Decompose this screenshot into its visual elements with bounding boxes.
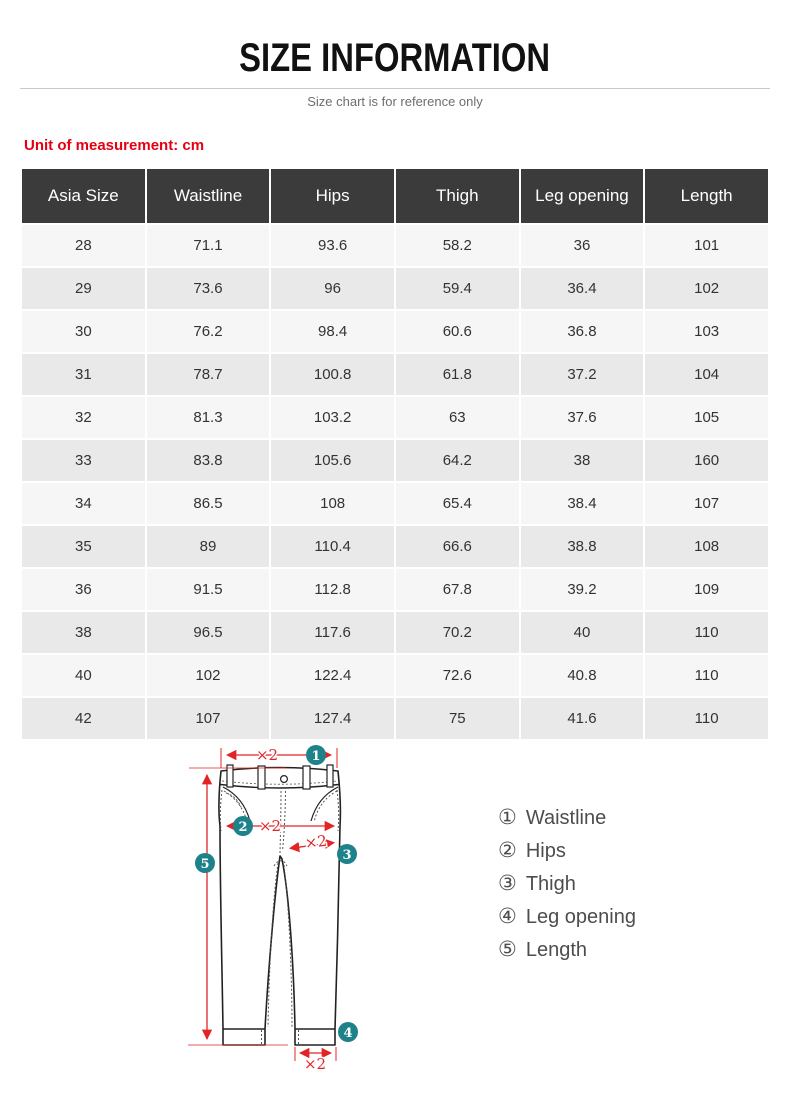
circled-number-4: ④ xyxy=(498,905,517,928)
table-cell: 33 xyxy=(22,440,145,481)
table-cell: 91.5 xyxy=(147,569,270,610)
table-cell: 110 xyxy=(645,655,768,696)
table-cell: 38 xyxy=(22,612,145,653)
circled-number-5: ⑤ xyxy=(498,938,517,961)
table-cell: 71.1 xyxy=(147,225,270,266)
marker-4-leg-opening xyxy=(338,1022,358,1042)
table-cell: 60.6 xyxy=(396,311,519,352)
x2-label-thigh: ×2 xyxy=(303,831,328,853)
table-cell: 38.4 xyxy=(521,483,644,524)
pants-outline-drawing xyxy=(219,765,340,1045)
table-cell: 63 xyxy=(396,397,519,438)
table-header-row xyxy=(22,169,768,223)
legend-label: Hips xyxy=(525,840,566,862)
table-cell: 96.5 xyxy=(147,612,270,653)
marker-3-thigh xyxy=(337,844,357,864)
table-cell: 108 xyxy=(645,526,768,567)
x2-label-hips: ×2 xyxy=(258,817,282,835)
circled-number-2: ② xyxy=(498,839,517,862)
legend-item-leg-opening xyxy=(498,900,636,933)
table-cell: 40.8 xyxy=(521,655,644,696)
table-cell: 98.4 xyxy=(271,311,394,352)
col-header-hips: Hips xyxy=(271,169,394,223)
page-title-text: SIZE INFORMATION xyxy=(239,36,551,80)
col-header-length: Length xyxy=(645,169,768,223)
svg-text:3: 3 xyxy=(342,847,352,863)
table-cell: 117.6 xyxy=(271,612,394,653)
table-cell: 103.2 xyxy=(271,397,394,438)
table-cell: 102 xyxy=(645,268,768,309)
table-cell: 110 xyxy=(645,612,768,653)
col-header-asia-size: Asia Size xyxy=(22,169,145,223)
table-cell: 36 xyxy=(22,569,145,610)
table-cell: 100.8 xyxy=(271,354,394,395)
x2-label-waist: ×2 xyxy=(255,746,279,764)
table-cell: 41.6 xyxy=(521,698,644,739)
table-cell: 67.8 xyxy=(396,569,519,610)
col-header-waistline: Waistline xyxy=(147,169,270,223)
table-cell: 40 xyxy=(521,612,644,653)
measurement-legend xyxy=(498,801,636,966)
table-cell: 96 xyxy=(271,268,394,309)
table-cell: 109 xyxy=(645,569,768,610)
table-row xyxy=(22,569,768,610)
table-cell: 75 xyxy=(396,698,519,739)
table-cell: 76.2 xyxy=(147,311,270,352)
table-row xyxy=(22,612,768,653)
table-row xyxy=(22,483,768,524)
table-cell: 110.4 xyxy=(271,526,394,567)
circled-number-3: ③ xyxy=(498,872,517,895)
button-detail xyxy=(281,776,288,783)
table-cell: 127.4 xyxy=(271,698,394,739)
svg-text:5: 5 xyxy=(200,856,210,872)
table-cell: 73.6 xyxy=(147,268,270,309)
table-cell: 86.5 xyxy=(147,483,270,524)
table-row xyxy=(22,354,768,395)
table-cell: 37.6 xyxy=(521,397,644,438)
legend-label: Waistline xyxy=(525,807,607,829)
marker-2-hips xyxy=(233,816,253,836)
table-cell: 89 xyxy=(147,526,270,567)
table-cell: 72.6 xyxy=(396,655,519,696)
table-cell: 93.6 xyxy=(271,225,394,266)
marker-5-length xyxy=(195,853,215,873)
table-cell: 61.8 xyxy=(396,354,519,395)
col-header-thigh: Thigh xyxy=(396,169,519,223)
table-cell: 160 xyxy=(645,440,768,481)
table-cell: 65.4 xyxy=(396,483,519,524)
table-cell: 105 xyxy=(645,397,768,438)
svg-text:1: 1 xyxy=(311,748,321,764)
table-cell: 105.6 xyxy=(271,440,394,481)
table-row xyxy=(22,225,768,266)
table-cell: 34 xyxy=(22,483,145,524)
table-row xyxy=(22,311,768,352)
x2-label-leg-opening: ×2 xyxy=(303,1055,327,1073)
table-cell: 59.4 xyxy=(396,268,519,309)
table-cell: 101 xyxy=(645,225,768,266)
table-cell: 122.4 xyxy=(271,655,394,696)
table-row xyxy=(22,698,768,739)
table-cell: 81.3 xyxy=(147,397,270,438)
legend-label: Length xyxy=(525,939,587,961)
table-cell: 58.2 xyxy=(396,225,519,266)
table-cell: 30 xyxy=(22,311,145,352)
col-header-leg-opening: Leg opening xyxy=(521,169,644,223)
table-cell: 28 xyxy=(22,225,145,266)
table-cell: 107 xyxy=(147,698,270,739)
circled-number-1: ① xyxy=(498,806,517,829)
table-cell: 35 xyxy=(22,526,145,567)
table-row xyxy=(22,655,768,696)
unit-note: Unit of measurement: cm xyxy=(24,137,205,154)
table-cell: 38 xyxy=(521,440,644,481)
table-cell: 66.6 xyxy=(396,526,519,567)
table-row xyxy=(22,268,768,309)
table-cell: 78.7 xyxy=(147,354,270,395)
legend-item-hips xyxy=(498,834,636,867)
svg-text:4: 4 xyxy=(343,1025,353,1041)
table-row xyxy=(22,440,768,481)
table-cell: 37.2 xyxy=(521,354,644,395)
table-cell: 64.2 xyxy=(396,440,519,481)
table-cell: 31 xyxy=(22,354,145,395)
pants-measurement-diagram xyxy=(170,735,500,1080)
table-cell: 103 xyxy=(645,311,768,352)
table-cell: 29 xyxy=(22,268,145,309)
table-cell: 83.8 xyxy=(147,440,270,481)
table-cell: 36.8 xyxy=(521,311,644,352)
table-row xyxy=(22,526,768,567)
legend-item-length xyxy=(498,933,636,966)
table-cell: 32 xyxy=(22,397,145,438)
table-cell: 38.8 xyxy=(521,526,644,567)
table-cell: 40 xyxy=(22,655,145,696)
svg-text:2: 2 xyxy=(238,819,248,835)
page-title xyxy=(0,36,790,81)
table-cell: 39.2 xyxy=(521,569,644,610)
size-table xyxy=(20,167,770,741)
table-row xyxy=(22,397,768,438)
legend-label: Leg opening xyxy=(525,906,636,928)
table-cell: 36 xyxy=(521,225,644,266)
table-cell: 112.8 xyxy=(271,569,394,610)
legend-label: Thigh xyxy=(525,873,576,895)
table-cell: 36.4 xyxy=(521,268,644,309)
title-divider xyxy=(20,88,770,89)
table-cell: 70.2 xyxy=(396,612,519,653)
table-cell: 107 xyxy=(645,483,768,524)
table-cell: 104 xyxy=(645,354,768,395)
table-cell: 108 xyxy=(271,483,394,524)
marker-1-waistline xyxy=(306,745,326,765)
table-cell: 110 xyxy=(645,698,768,739)
legend-item-thigh xyxy=(498,867,636,900)
table-cell: 102 xyxy=(147,655,270,696)
table-cell: 42 xyxy=(22,698,145,739)
legend-item-waistline xyxy=(498,801,636,834)
subtitle: Size chart is for reference only xyxy=(307,94,483,109)
